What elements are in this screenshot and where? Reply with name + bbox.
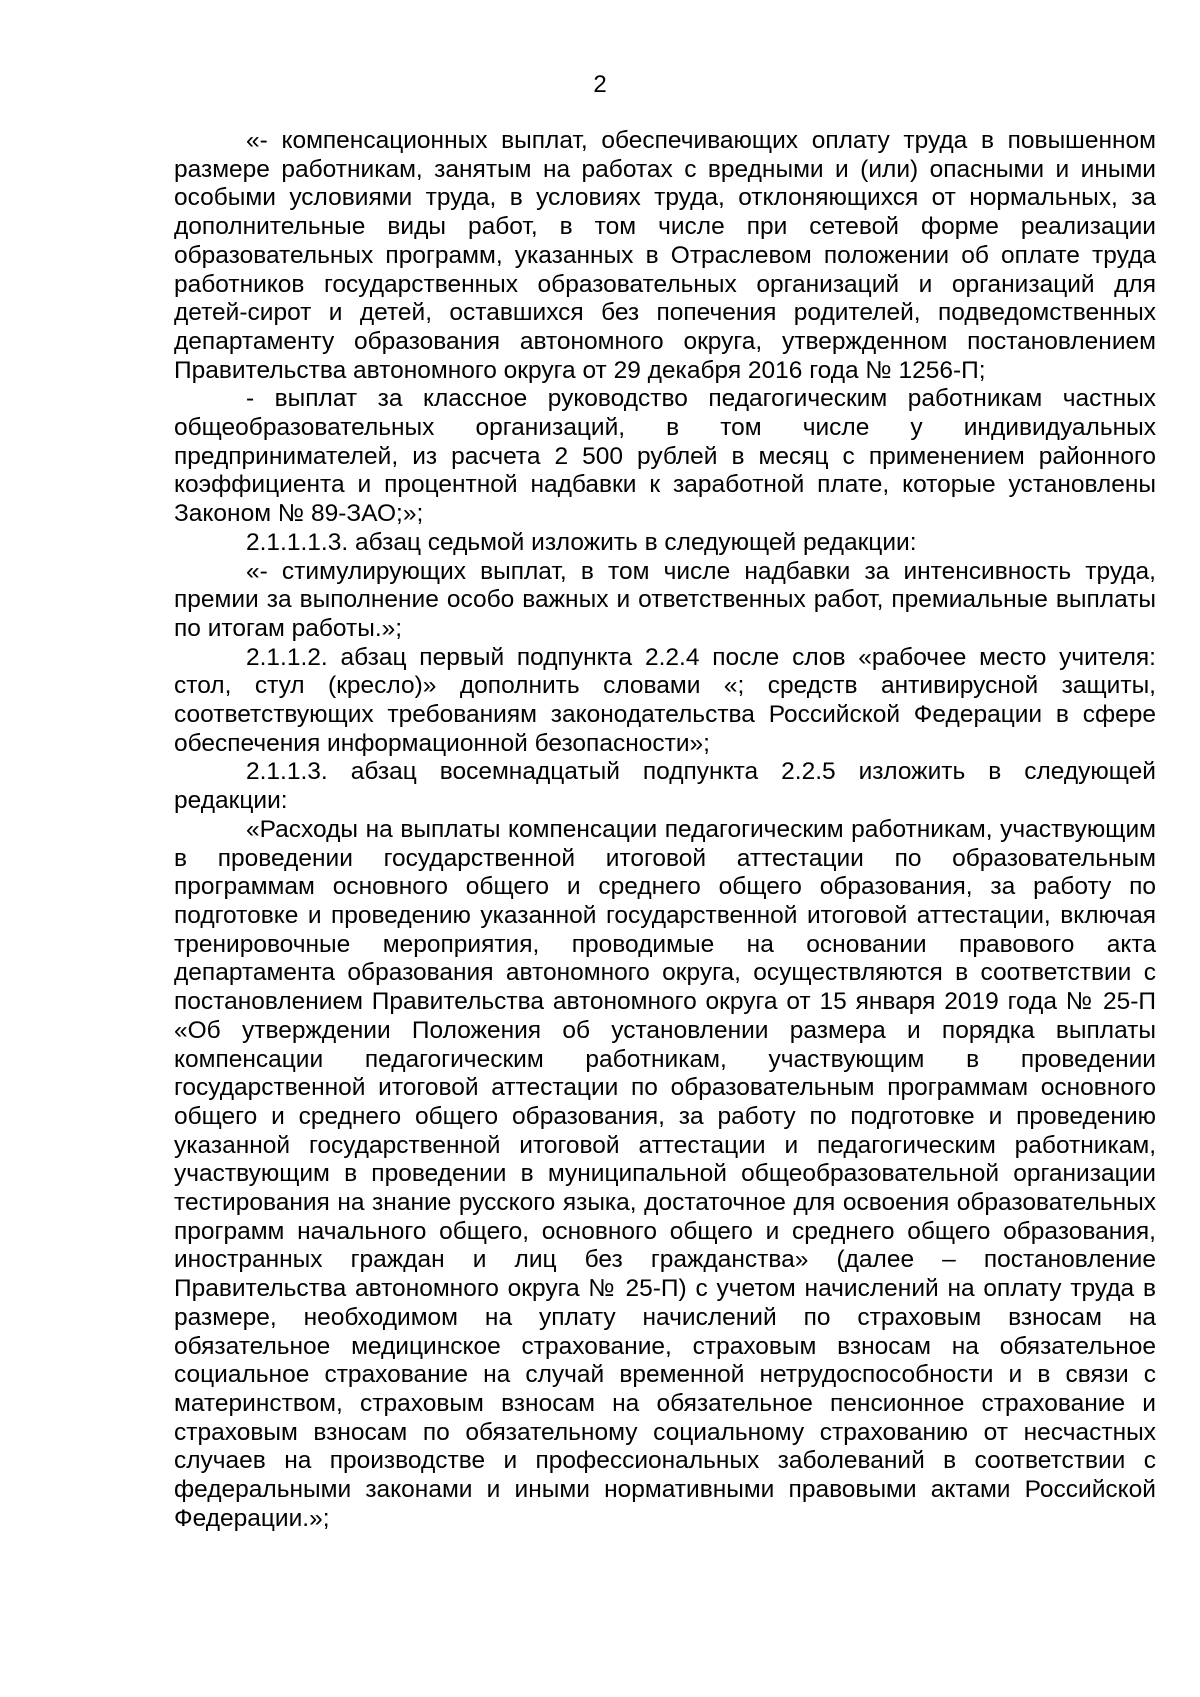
document-body — [174, 127, 1156, 1533]
paragraph-incentive-payments: «- стимулирующих выплат, в том числе надбавки за интенсивность труда, премии за выполнение особо важных и ответственных работ, премиальные выплаты по итогам работы.»; — [174, 557, 1156, 642]
paragraph-clause-2-1-1-3: 2.1.1.3. абзац восемнадцатый подпункта 2.2.5 изложить в следующей редакции: — [174, 758, 1156, 815]
paragraph-compensation-payments: «- компенсационных выплат, обеспечивающих оплату труда в повышенном размере работникам, занятым на работах с вредными и (или) опасными и иными особыми условиями труда, в условиях труда, отклоняющихся от нормальных, за дополнительные виды работ, в том числе при сетевой форме реализации образовательных программ, указанных в Отраслевом положении об оплате труда работников государственных образовательных организаций и организаций для детей-сирот и детей, оставшихся без попечения родителей, подведомственных департаменту образования автономного округа, утвержденном постановлением Правительства автономного округа от 29 декабря 2016 года № 1256-П; — [174, 127, 1156, 384]
page-number: 2 — [593, 71, 607, 98]
paragraph-clause-2-1-1-1-3: 2.1.1.1.3. абзац седьмой изложить в следующей редакции: — [246, 528, 917, 556]
paragraph-expenses-compensation: «Расходы на выплаты компенсации педагогическим работникам, участвующим в проведении государственной итоговой аттестации по образовательным программам основного общего и среднего общего образования, за работу по подготовке и проведению указанной государственной итоговой аттестации, включая тренировочные мероприятия, проводимые на основании правового акта департамента образования автономного округа, осуществляются в соответствии с постановлением Правительства автономного округа от 15 января 2019 года № 25-П «Об утверждении Положения об установлении размера и порядка выплаты компенсации педагогическим работникам, участвующим в проведении государственной итоговой аттестации по образовательным программам основного общего и среднего общего образования, за работу по подготовке и проведению указанной государственной итоговой аттестации и педагогическим работникам, участвующим в проведении в муниципальной общеобразовательной организации тестирования на знание русского языка, достаточное для освоения образовательных программ начального общего, основного общего и среднего общего образования, иностранных граждан и лиц без гражданства» (далее – постановление Правительства автономного округа № 25-П) с учетом начислений на оплату труда в размере, необходимом на уплату начислений по страховым взносам на обязательное медицинское страхование, страховым взносам на обязательное социальное страхование на случай временной нетрудоспособности и в связи с материнством, страховым взносам на обязательное пенсионное страхование и страховым взносам по обязательному социальному страхованию от несчастных случаев на производстве и профессиональных заболеваний в соответствии с федеральными законами и иными нормативными правовыми актами Российской Федерации.»; — [174, 815, 1156, 1532]
paragraph-clause-2-1-1-2: 2.1.1.2. абзац первый подпункта 2.2.4 после слов «рабочее место учителя: стол, стул (кресло)» дополнить словами «; средств антивирусной защиты, соответствующих требованиям законодательства Российской Федерации в сфере обеспечения информационной безопасности»; — [174, 643, 1156, 757]
paragraph-class-management-payments: - выплат за классное руководство педагогическим работникам частных общеобразовательных организаций, в том числе у индивидуальных предпринимателей, из расчета 2 500 рублей в месяц с применением районного коэффициента и процентной надбавки к заработной плате, которые установлены Законом № 89-ЗАО;»; — [174, 385, 1156, 528]
